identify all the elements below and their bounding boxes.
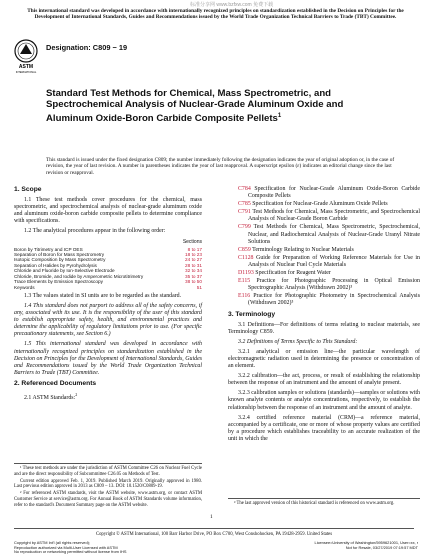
- standard-title: Specification for Nuclear-Grade Aluminum Oxide-Boron Carbide Composite Pellets: [248, 186, 420, 200]
- section-range-link[interactable]: 18 to 23: [185, 252, 202, 258]
- standard-code-link[interactable]: E115: [238, 278, 251, 285]
- referenced-standard: [238, 293, 420, 307]
- left-column: [14, 186, 202, 405]
- terminology-3-2: 3.2 Definitions of Terms Specific to This Standard:: [238, 338, 358, 345]
- copyright-line: Copyright © ASTM International, 100 Barr Harbor Drive, PO Box C700, West Conshohocken, PA 19428-2959. United States: [14, 528, 414, 537]
- section-name: Boron by Titrimetry and ICP OES: [14, 246, 83, 252]
- section-name: Trace Elements by Emission Spectroscopy: [14, 279, 103, 285]
- standard-title: Practice for Photographic Processing in Optical Emission Spectrographic Analysis (Withdrawn 2002)³: [248, 278, 420, 292]
- download-note-left: Copyright by ASTM Int'l (all rights reserved); Reproduction authorized via Multi-User Licensed with ASTM No reproduction or networking permitted without license from IHS: [14, 540, 127, 555]
- standard-title: Specification for Reagent Water: [253, 270, 331, 277]
- referenced-standard: [238, 201, 420, 208]
- download-note: [14, 541, 418, 555]
- standard-code-link[interactable]: C785: [238, 201, 251, 208]
- section-range-link[interactable]: 38 to 50: [185, 279, 202, 285]
- standard-title: Terminology Relating to Nuclear Materials: [250, 246, 354, 253]
- scope-1-5: 1.5 This international standard was developed in accordance with internationally recognized principles on standardization established in the Decision on Principles for the Development of International Standards, Guides and Recommendations issued by the World Trade Organization Technical Barriers to Trade (TBT) Committee.: [14, 341, 202, 376]
- footnote-1: ¹ These test methods are under the jurisdiction of ASTM Committee C26 on Nuclear Fuel Cycle and are the direct responsibility of Subcommittee C26.05 on Methods of Test.: [14, 466, 202, 477]
- footnote-2: ² For referenced ASTM standards, visit the ASTM website, www.astm.org, or contact ASTM Customer Service at service@astm.org. For Annual Book of ASTM Standards volume information, refer to the standard's Document Summary page on the ASTM website.: [14, 491, 202, 508]
- referenced-standard: [238, 186, 420, 200]
- referenced-standard: [238, 224, 420, 245]
- page-number: 1: [210, 514, 213, 520]
- footnotes: [14, 463, 202, 510]
- designation: Designation: C809 − 19: [46, 43, 128, 52]
- section-scope-heading: 1. Scope: [14, 186, 42, 193]
- top-notice: This international standard was developed in accordance with internationally recognized principles on standardization established in the Decision on Principles for the Development of International Standards, Guides and Recommendations issued by the World Trade Organization Technical Barriers to Trade (TBT) Committee.: [27, 8, 404, 21]
- section-terminology-heading: 3. Terminology: [228, 310, 276, 318]
- terminology-3-2-4: 3.2.4 certified reference material (CRM)—a reference material, accompanied by a certificate, one or more of whose property values are certified by a procedure which establishes traceability to an accurate realization of the unit in which the: [228, 414, 420, 442]
- referenced-standards-list: [228, 186, 420, 308]
- scope-1-2: 1.2 The analytical procedures appear in the following order:: [24, 228, 166, 235]
- standard-code-link[interactable]: C791: [238, 209, 251, 216]
- standard-code-link[interactable]: C1128: [238, 254, 254, 261]
- right-column: [228, 186, 420, 446]
- standard-code-link[interactable]: E116: [238, 293, 251, 300]
- referenced-standard: [238, 270, 420, 277]
- title-footnote-marker: 1: [277, 112, 282, 119]
- standard-code-link[interactable]: C784: [238, 186, 251, 192]
- section-references-heading: 2. Referenced Documents: [14, 379, 97, 387]
- title-text: Standard Test Methods for Chemical, Mass Spectrometric, and Spectrochemical Analysis of Nuclear-Grade Aluminum Oxide and Aluminum Oxide-Boron Carbide Composite Pellets: [46, 88, 344, 124]
- section-name: Chloride, Bromide, and Iodide by Amperometric Microtitrimetry: [14, 273, 144, 279]
- referenced-standard: [238, 209, 420, 223]
- references-2-1: [14, 391, 202, 402]
- section-range-link[interactable]: 28 to 31: [185, 262, 202, 268]
- standard-title: Test Methods for Chemical, Mass Spectrometric, and Spectrochemical Analysis of Nuclear-Grade Boron Carbide: [248, 209, 420, 223]
- section-name: Chloride and Fluoride by Ion-Selective Electrode: [14, 268, 115, 274]
- terminology-3-2-3: 3.2.3 calibration samples or solutions (standards)—samples or solutions with known analyte contents or analyte concentrations, respectively, to establish the relationship between the response of an instrument and the amount of analyte.: [228, 390, 420, 411]
- standard-code-link[interactable]: C859: [238, 246, 251, 253]
- referenced-standard: [238, 247, 420, 254]
- references-2-1-text: 2.1 ASTM Standards:: [24, 395, 76, 401]
- section-name: Isotopic Composition by Mass Spectrometry: [14, 257, 106, 263]
- document-title: [46, 88, 386, 124]
- terminology-3-2-1: 3.2.1 analytical or emission line—the particular wavelength of electromagnetic radiation used in determining the presence or concentration of an element.: [228, 348, 420, 370]
- standard-title: Practice for Photographic Photometry in Spectrochemical Analysis (Withdrawn 2002)³: [248, 293, 420, 307]
- astm-logo: [14, 38, 38, 74]
- scope-1-4: 1.4 This standard does not purport to address all of the safety concerns, if any, associated with its use. It is the responsibility of the user of this standard to establish appropriate safety, health, and environmental practices and determine the applicability of regulatory limitations prior to use. (For specific precautionary statements, see Section 6.): [14, 303, 202, 338]
- standard-code-link[interactable]: C799: [238, 224, 251, 231]
- standard-title: Guide for Preparation of Working Reference Materials for Use in Analysis of Nuclear Fuel Cycle Materials: [248, 254, 420, 268]
- scope-1-1: 1.1 These test methods cover procedures for the chemical, mass spectrometric, and spectrochemical analysis of nuclear-grade aluminum oxide and aluminum oxide-boron carbide composite pellets to determine compliance with specifications.: [14, 197, 202, 225]
- logo-subtext: INTERNATIONAL: [15, 71, 37, 74]
- download-note-right: Licensee=University of Washington/5959621001, User=xx, r Not for Resale, 03/27/2019 07:19:57 MDT: [314, 540, 418, 550]
- standard-title: Specification for Nuclear-Grade Aluminum Oxide Pellets: [250, 201, 388, 208]
- preface-note: This standard is issued under the fixed designation C809; the number immediately following the designation indicates the year of original adoption or, in the case of revision, the year of last revision. A number in parentheses indicates the year of last reapproval. A superscript epsilon (ε) indicates an editorial change since the last revision or reapproval.: [46, 157, 395, 176]
- terminology-3-1: 3.1 Definitions—For definitions of terms relating to nuclear materials, see Terminology C859.: [228, 321, 420, 335]
- section-range-link[interactable]: 35 to 37: [185, 273, 202, 279]
- footnote-3: ³ The last approved version of this historical standard is referenced on www.astm.org.: [234, 501, 395, 506]
- section-name: Separation of Halides by Pyrohydrolysis: [14, 262, 97, 268]
- section-range-link[interactable]: 32 to 34: [185, 268, 202, 274]
- watermark-stamp: 标准分享网 www.bzfxw.com 免费下载: [190, 2, 274, 8]
- standard-code-link[interactable]: D1193: [238, 270, 254, 277]
- standard-title: Test Methods for Chemical, Mass Spectrometric, Spectrochemical, Nuclear, and Radiochemical Analysis of Nuclear-Grade Uranyl Nitrate Solutions: [248, 224, 420, 245]
- references-2-1-footnote: 2: [75, 392, 78, 398]
- footnote-1-edition: Current edition approved Feb. 1, 2019. Published March 2019. Originally approved in 1980. Last previous edition approved in 2013 as C809 – 13. DOI: 10.1520/C0809-19.: [14, 478, 202, 490]
- footnote-3-block: [228, 498, 420, 507]
- section-range-link[interactable]: 24 to 27: [185, 257, 202, 263]
- scope-1-3: 1.3 The values stated in SI units are to be regarded as the standard.: [24, 292, 182, 299]
- section-name: Separation of Boron for Mass Spectrometry: [14, 252, 105, 258]
- terminology-3-2-2: 3.2.2 calibration—the act, process, or result of establishing the relationship between the response of an instrument and the amount of analyte present.: [228, 373, 420, 387]
- referenced-standard: [238, 278, 420, 292]
- logo-text: ASTM: [18, 64, 34, 70]
- section-range-link[interactable]: 8 to 17: [187, 246, 202, 252]
- referenced-standard: [238, 255, 420, 269]
- section-row: [14, 285, 202, 290]
- section-range-link[interactable]: 51: [196, 284, 202, 290]
- sections-label: Sections: [182, 238, 202, 245]
- section-name: Keywords: [14, 284, 35, 290]
- sections-table: [14, 247, 202, 290]
